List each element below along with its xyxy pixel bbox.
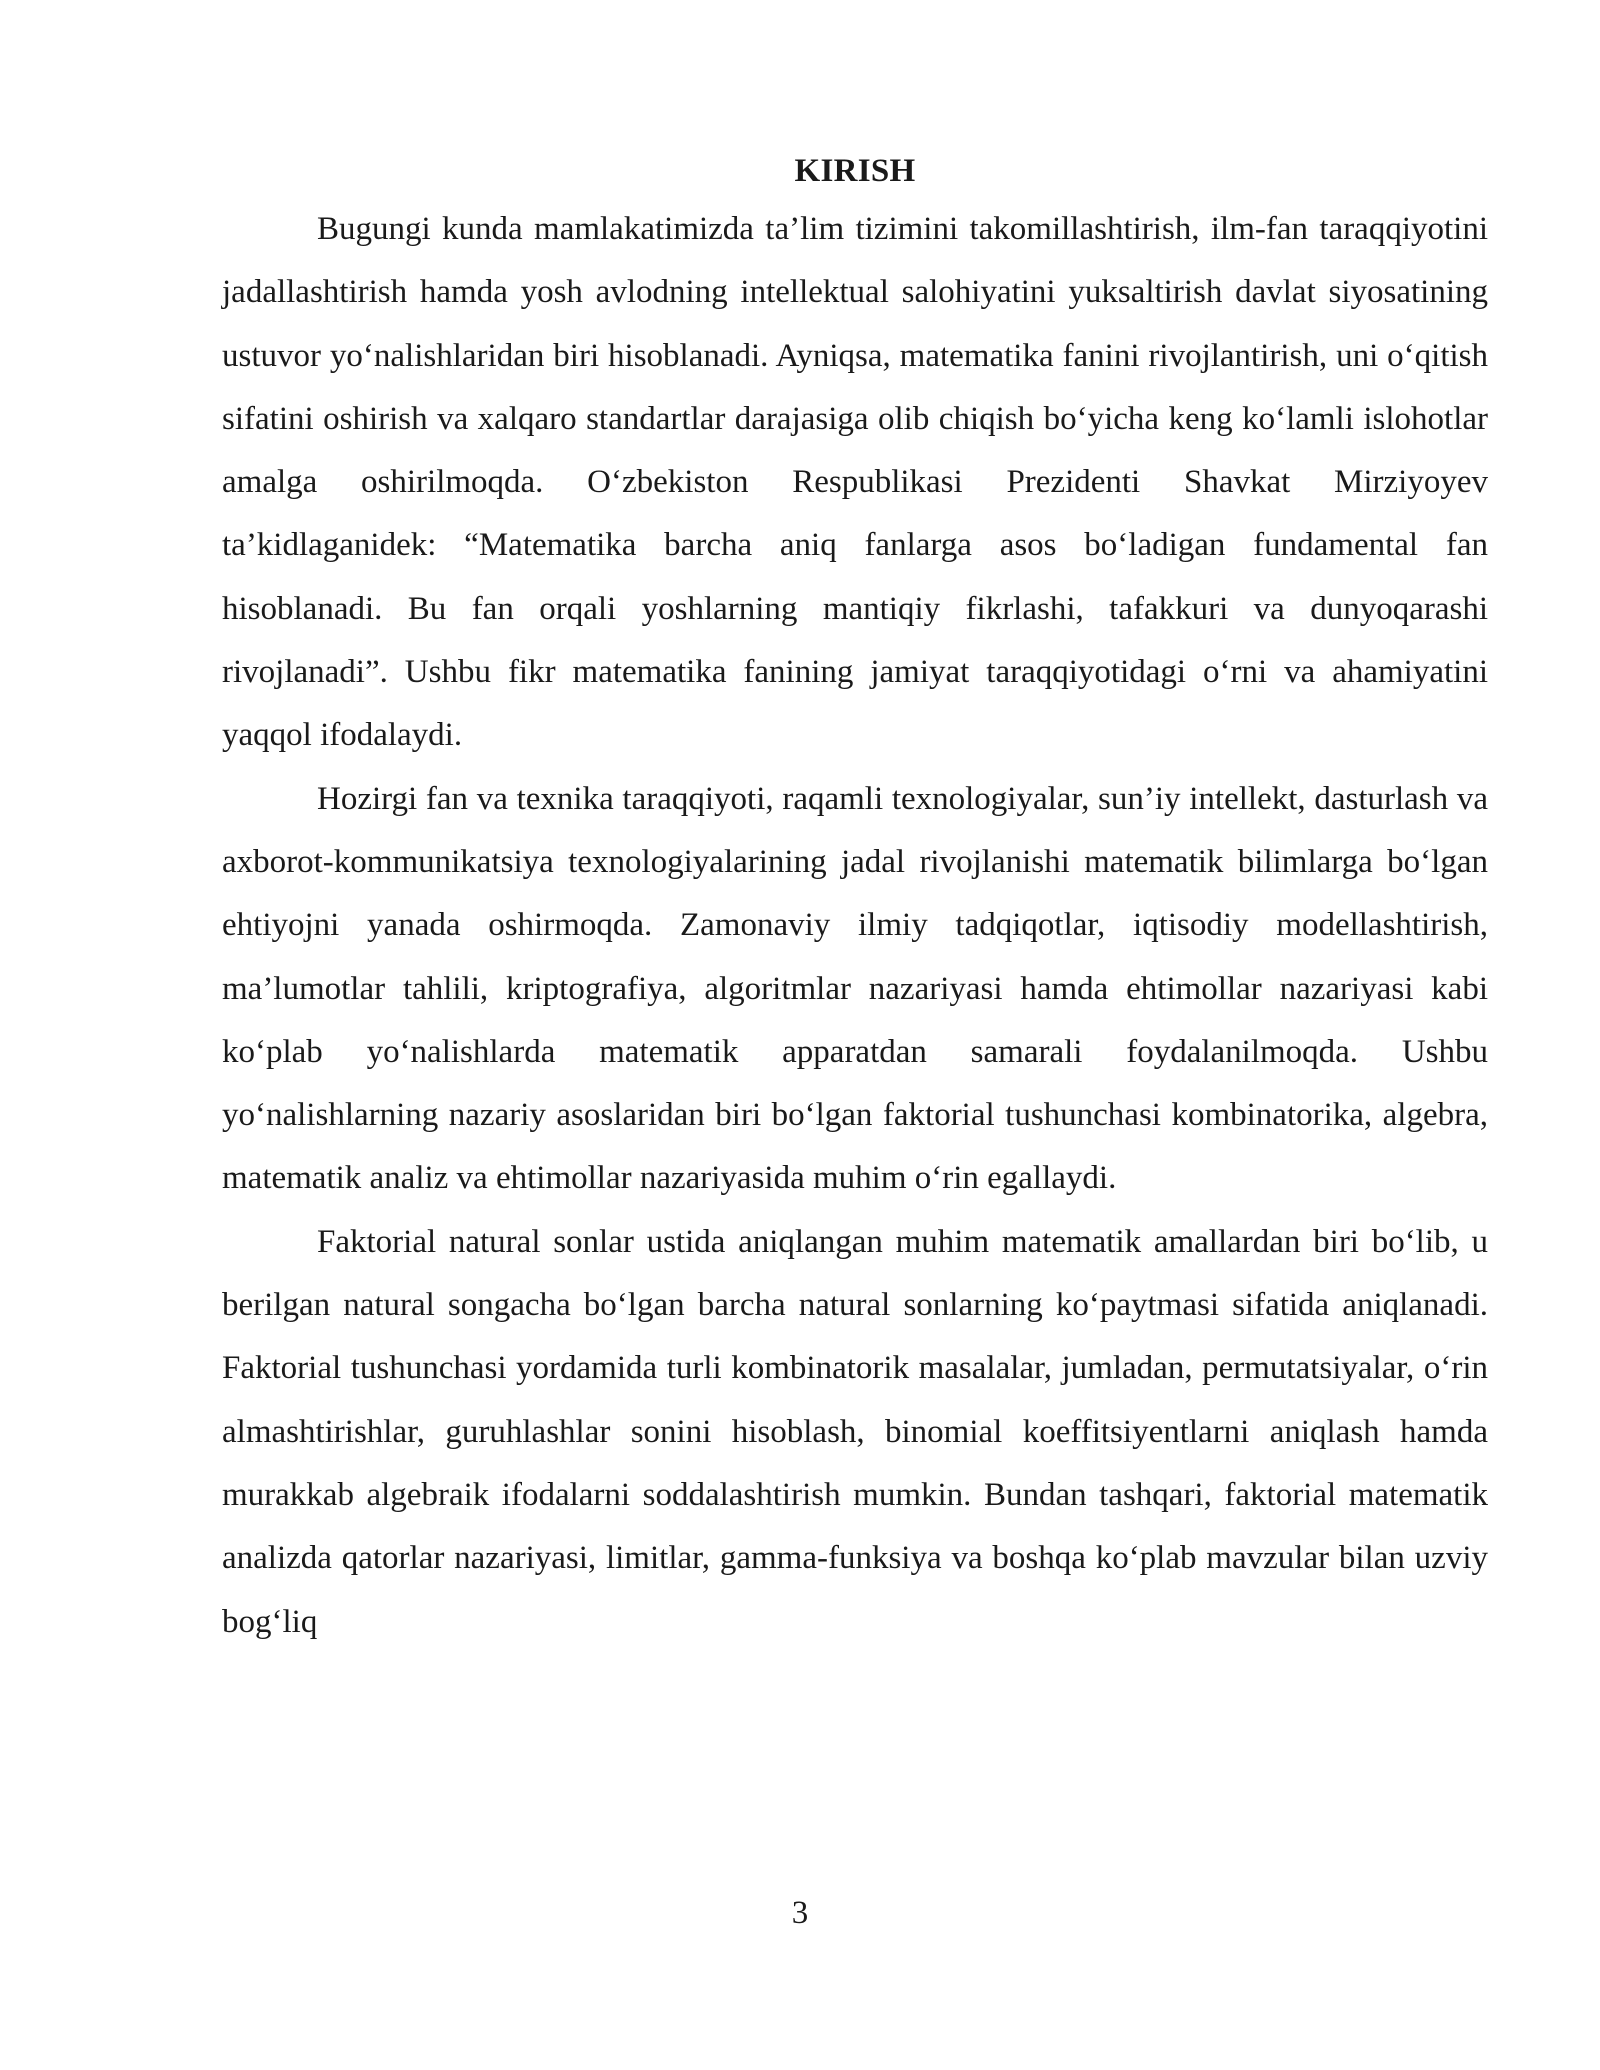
paragraph-intro: Bugungi kunda mamlakatimizda ta’lim tizimini takomillashtirish, ilm-fan taraqqiyotini jadallashtirish hamda yosh avlodning intellektual salohiyatini yuksaltirish davlat siyosatining ustuvor yo‘nalishlaridan biri hisoblanadi. Ayniqsa, matematika fanini rivojlantirish, uni o‘qitish sifatini oshirish va xalqaro standartlar darajasiga olib chiqish bo‘yicha keng ko‘lamli islohotlar amalga oshirilmoqda. O‘zbekiston Respublikasi Prezidenti Shavkat Mirziyoyev ta’kidlaganidek: “Matematika barcha aniq fanlarga asos bo‘ladigan fundamental fan hisoblanadi. Bu fan orqali yoshlarning mantiqiy fikrlashi, tafakkuri va dunyoqarashi rivojlanadi”. Ushbu fikr matematika fanining jamiyat taraqqiyotidagi o‘rni va ahamiyatini yaqqol ifodalaydi. xyxy=(222,211,1488,754)
page-content xyxy=(222,150,1488,1654)
paragraph-factorial: Faktorial natural sonlar ustida aniqlangan muhim matematik amallardan biri bo‘lib, u berilgan natural songacha bo‘lgan barcha natural sonlarning ko‘paytmasi sifatida aniqlanadi. Faktorial tushunchasi yordamida turli kombinatorik masalalar, jumladan, permutatsiyalar, o‘rin almashtirishlar, guruhlashlar sonini hisoblash, binomial koeffitsiyentlarni aniqlash hamda murakkab algebraik ifodalarni soddalashtirish mumkin. Bundan tashqari, faktorial matematik analizda qatorlar nazariyasi, limitlar, gamma-funksiya va boshqa ko‘plab mavzular bilan uzviy bog‘liq xyxy=(222,1223,1488,1640)
paragraph-technology: Hozirgi fan va texnika taraqqiyoti, raqamli texnologiyalar, sun’iy intellekt, dasturlash va axborot-kommunikatsiya texnologiyalarining jadal rivojlanishi matematik bilimlarga bo‘lgan ehtiyojni yanada oshirmoqda. Zamonaviy ilmiy tadqiqotlar, iqtisodiy modellashtirish, ma’lumotlar tahlili, kriptografiya, algoritmlar nazariyasi hamda ehtimollar nazariyasi kabi ko‘plab yo‘nalishlarda matematik apparatdan samarali foydalanilmoqda. Ushbu yo‘nalishlarning nazariy asoslaridan biri bo‘lgan faktorial tushunchasi kombinatorika, algebra, matematik analiz va ehtimollar nazariyasida muhim o‘rin egallaydi. xyxy=(222,780,1488,1197)
page-number: 3 xyxy=(791,1895,809,1931)
section-title: KIRISH xyxy=(794,153,916,189)
